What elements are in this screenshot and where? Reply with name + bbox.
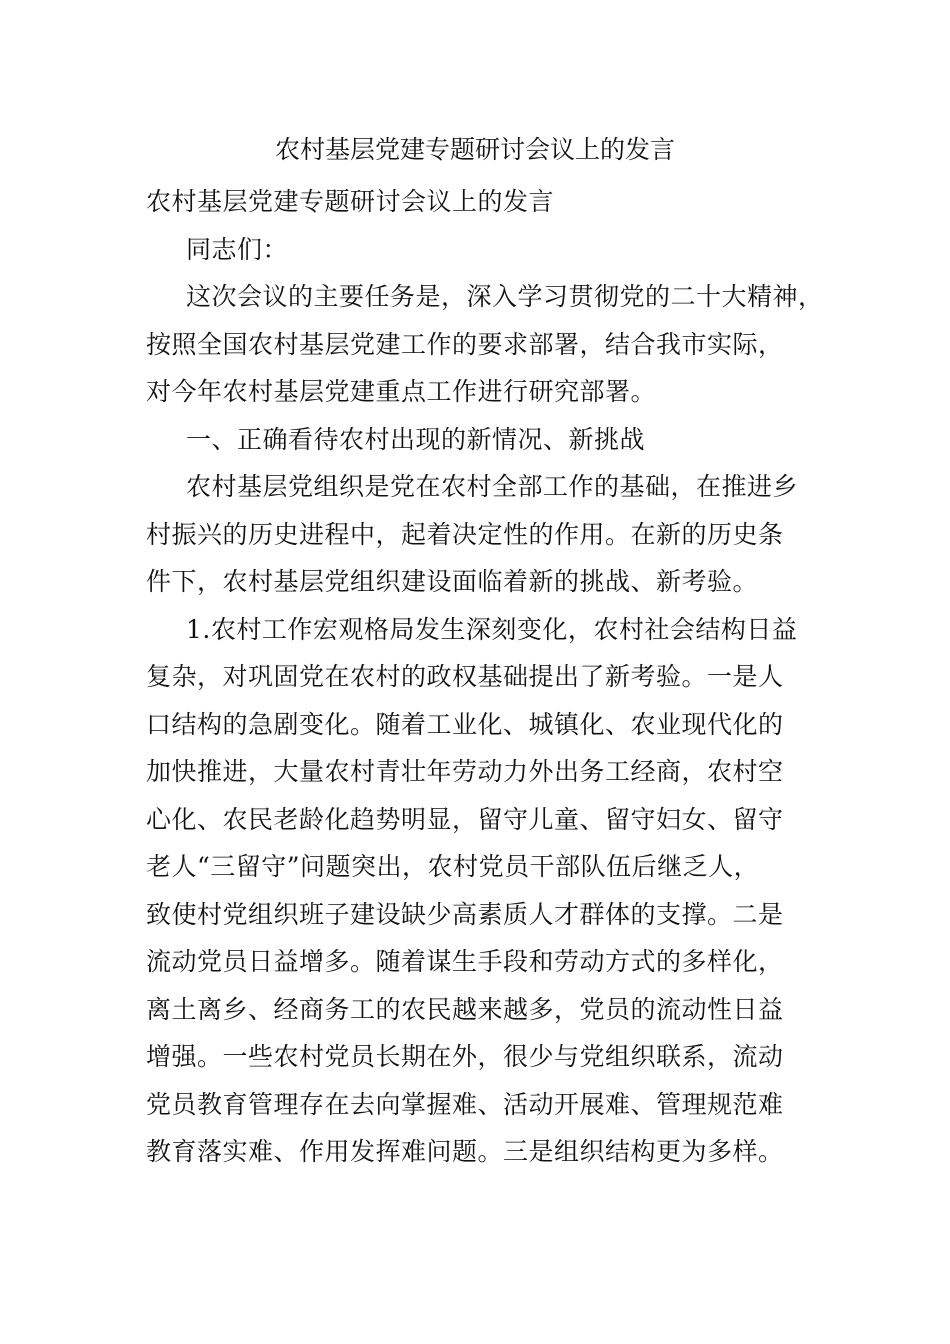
body-line: 老人“三留守”问题突出，农村党员干部队伍后继乏人， <box>146 852 760 881</box>
body-line: 对今年农村基层党建重点工作进行研究部署。 <box>146 377 657 406</box>
body-line: 农村基层党建专题研讨会议上的发言 <box>146 187 555 216</box>
body-line: 增强。一些农村党员长期在外，很少与党组织联系，流动 <box>146 1042 784 1071</box>
body-line: 教育落实难、作用发挥难问题。三是组织结构更为多样。 <box>146 1137 784 1166</box>
document-title: 农村基层党建专题研讨会议上的发言 <box>274 135 675 164</box>
document-body <box>146 178 836 1176</box>
body-line: 按照全国农村基层党建工作的要求部署，结合我市实际， <box>146 329 784 359</box>
body-line: 党员教育管理存在去向掌握难、活动开展难、管理规范难 <box>146 1089 784 1119</box>
body-lines <box>146 178 836 1176</box>
body-line: 复杂，对巩固党在农村的政权基础提出了新考验。一是人 <box>146 662 784 691</box>
body-line: 农村基层党组织是党在农村全部工作的基础，在推进乡 <box>186 472 799 501</box>
body-line: 村振兴的历史进程中，起着决定性的作用。在新的历史条 <box>146 519 784 549</box>
body-line: 口结构的急剧变化。随着工业化、城镇化、农业现代化的 <box>146 709 784 739</box>
body-line: 一、正确看待农村出现的新情况、新挑战 <box>186 424 646 454</box>
body-line: 流动党员日益增多。随着谋生手段和劳动方式的多样化， <box>146 947 784 976</box>
body-line: 1.农村工作宏观格局发生深刻变化，农村社会结构日益 <box>186 614 798 644</box>
body-line: 心化、农民老龄化趋势明显，留守儿童、留守妇女、留守 <box>146 804 784 834</box>
body-line: 加快推进，大量农村青壮年劳动力外出务工经商，农村空 <box>146 757 784 786</box>
body-line: 这次会议的主要任务是，深入学习贯彻党的二十大精神， <box>186 282 824 311</box>
body-line: 同志们： <box>186 234 289 264</box>
body-line: 致使村党组织班子建设缺少高素质人才群体的支撑。二是 <box>146 899 784 929</box>
body-line: 件下，农村基层党组织建设面临着新的挑战、新考验。 <box>146 567 759 596</box>
body-line: 离土离乡、经商务工的农民越来越多，党员的流动性日益 <box>146 994 784 1024</box>
